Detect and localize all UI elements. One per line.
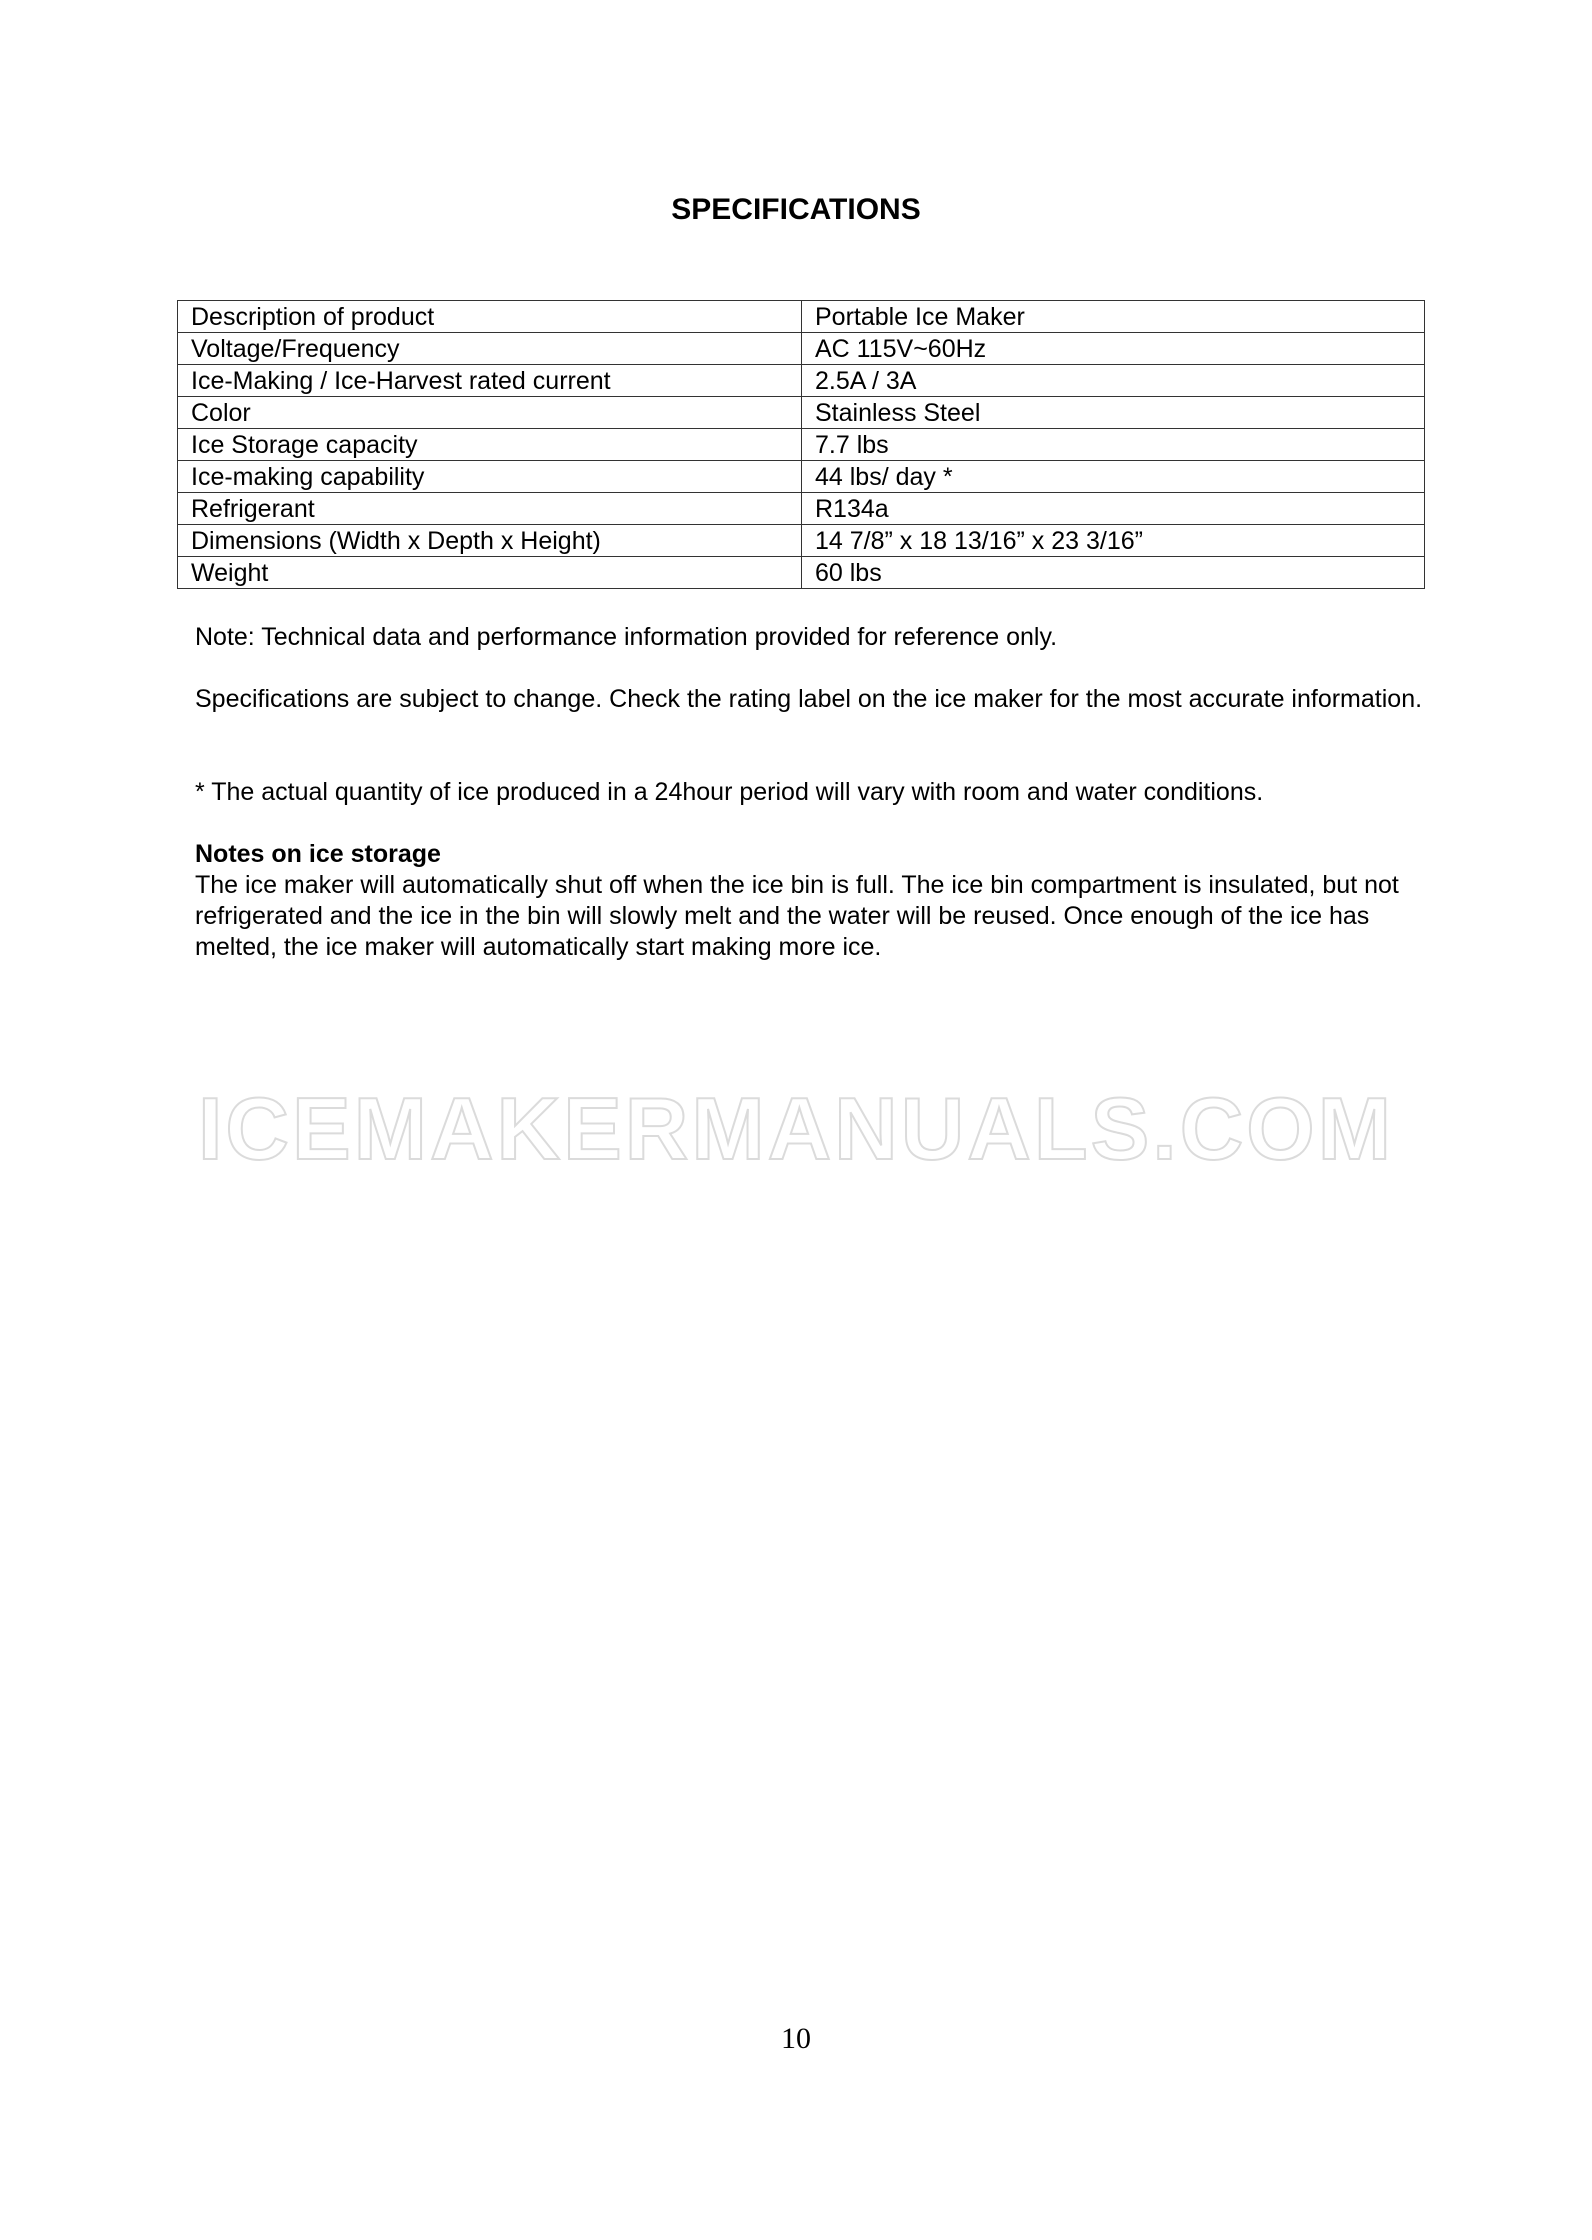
spec-value: 44 lbs/ day * — [802, 461, 1425, 493]
table-row — [178, 365, 1425, 397]
spec-value: Stainless Steel — [802, 397, 1425, 429]
spec-value: 60 lbs — [802, 557, 1425, 589]
ice-quantity-note: * The actual quantity of ice produced in a 24hour period will vary with room and water conditions. — [195, 778, 1264, 806]
table-row — [178, 493, 1425, 525]
watermark: ICEMAKERMANUALS.COM — [197, 1079, 1395, 1178]
specifications-table — [177, 300, 1425, 589]
specification-change-note: Specifications are subject to change. Check the rating label on the ice maker for the most accurate information. — [195, 685, 1423, 713]
ice-storage-heading: Notes on ice storage — [195, 840, 441, 868]
spec-value: R134a — [802, 493, 1425, 525]
table-row — [178, 333, 1425, 365]
spec-value: AC 115V~60Hz — [802, 333, 1425, 365]
spec-label: Voltage/Frequency — [178, 333, 802, 365]
table-row — [178, 525, 1425, 557]
spec-label: Description of product — [178, 301, 802, 333]
spec-value: 14 7/8” x 18 13/16” x 23 3/16” — [802, 525, 1425, 557]
spec-label: Ice-Making / Ice-Harvest rated current — [178, 365, 802, 397]
table-row — [178, 461, 1425, 493]
ice-storage-paragraph: The ice maker will automatically shut off when the ice bin is full. The ice bin compartment is insulated, but not refrigerated and the ice in the bin will slowly melt and the water will be reused. Once enough of the ice has melted, the ice maker will automatically start making more ice. — [195, 871, 1399, 961]
page-title: SPECIFICATIONS — [671, 193, 921, 226]
table-row — [178, 429, 1425, 461]
spec-label: Color — [178, 397, 802, 429]
spec-value: Portable Ice Maker — [802, 301, 1425, 333]
table-row — [178, 557, 1425, 589]
spec-label: Dimensions (Width x Depth x Height) — [178, 525, 802, 557]
spec-label: Ice-making capability — [178, 461, 802, 493]
reference-note: Note: Technical data and performance information provided for reference only. — [195, 623, 1058, 651]
spec-label: Refrigerant — [178, 493, 802, 525]
table-row — [178, 397, 1425, 429]
spec-value: 2.5A / 3A — [802, 365, 1425, 397]
spec-value: 7.7 lbs — [802, 429, 1425, 461]
spec-label: Weight — [178, 557, 802, 589]
table-row — [178, 301, 1425, 333]
page-number: 10 — [781, 2022, 811, 2055]
spec-label: Ice Storage capacity — [178, 429, 802, 461]
